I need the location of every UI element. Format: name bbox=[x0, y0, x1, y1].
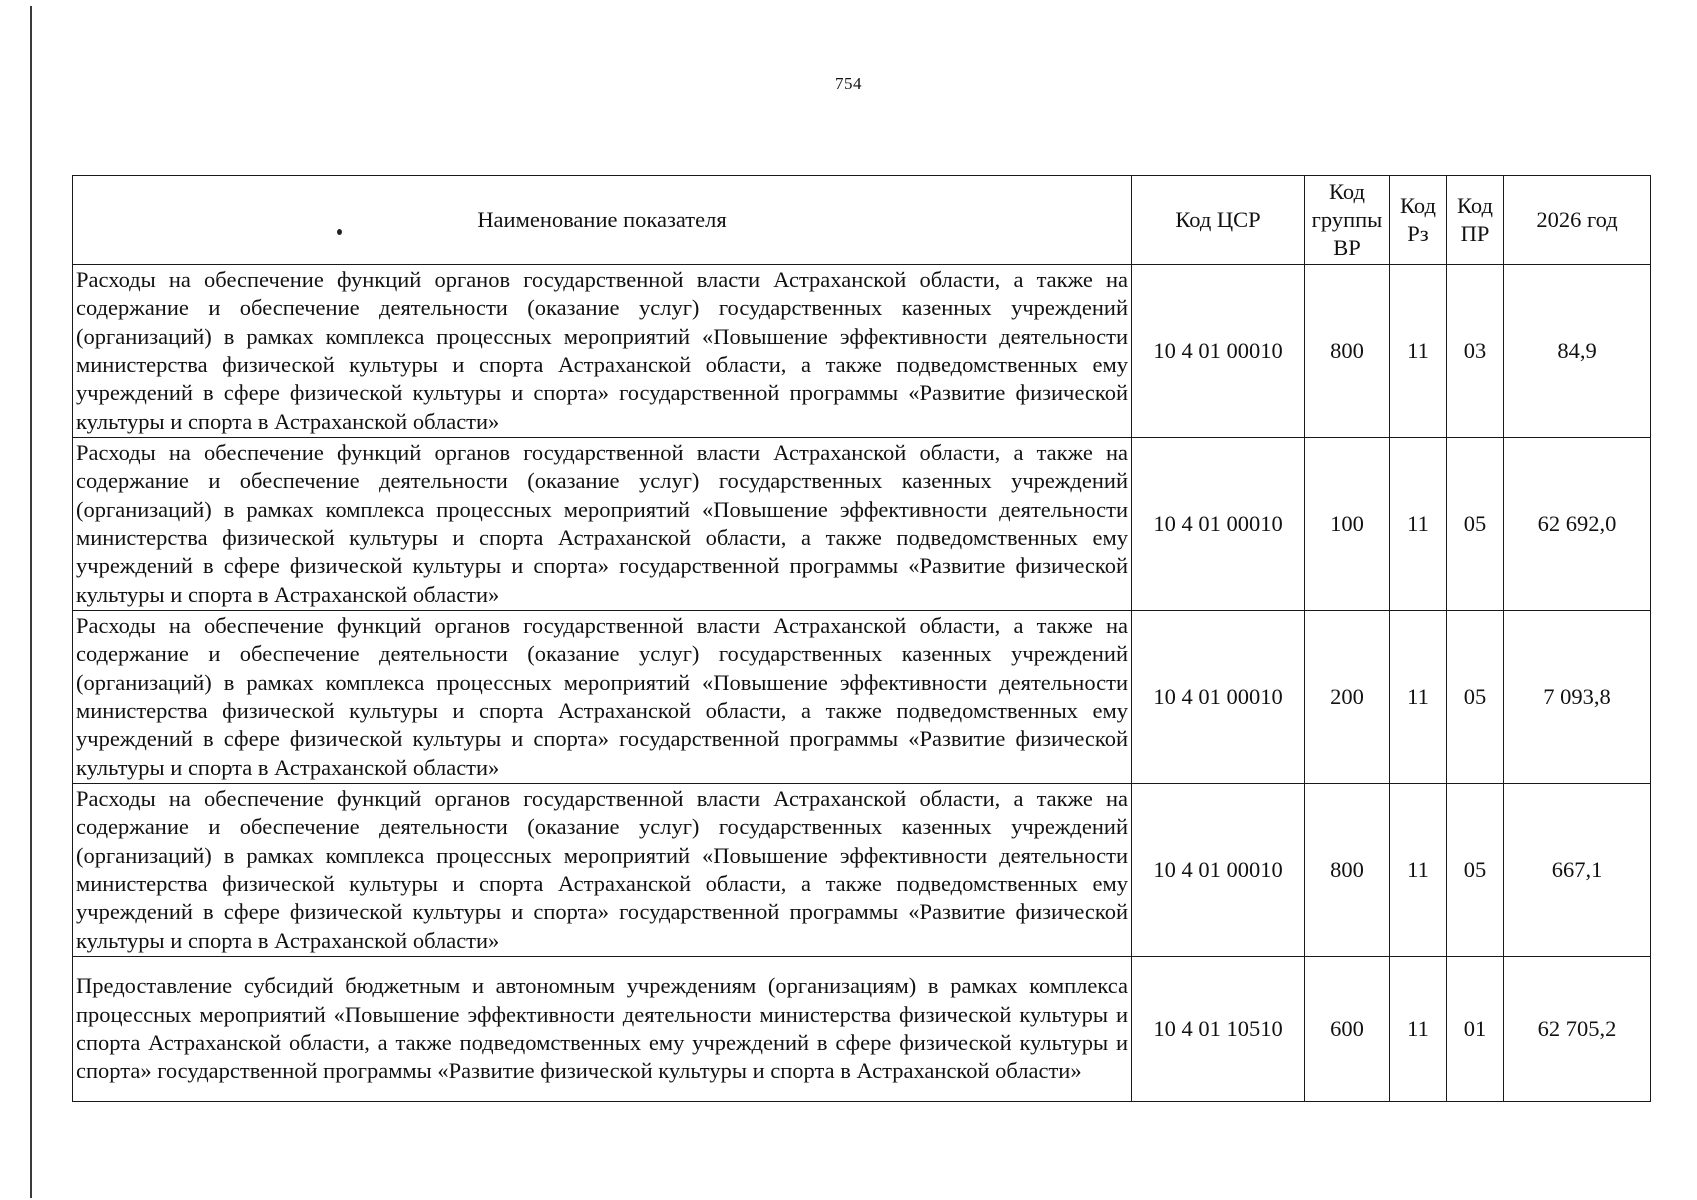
row-csr: 10 4 01 00010 bbox=[1132, 438, 1305, 611]
row-csr: 10 4 01 10510 bbox=[1132, 957, 1305, 1102]
row-vr: 100 bbox=[1305, 438, 1390, 611]
row-year: 62 705,2 bbox=[1504, 957, 1651, 1102]
table-row bbox=[73, 611, 1651, 784]
row-csr: 10 4 01 00010 bbox=[1132, 784, 1305, 957]
row-rz: 11 bbox=[1390, 611, 1447, 784]
row-name: Расходы на обеспечение функций органов государственной власти Астраханской области, а также на содержание и обеспечение деятельности (оказание услуг) государственных казенных учреждений (организаций) в рамках комплекса процессных мероприятий «Повышение эффективности деятельности министерства физической культуры и спорта Астраханской области, а также подведомственных ему учреждений в сфере физической культуры и спорта» государственной программы «Развитие физической культуры и спорта в Астраханской области» bbox=[73, 611, 1132, 784]
row-year: 7 093,8 bbox=[1504, 611, 1651, 784]
row-vr: 800 bbox=[1305, 265, 1390, 438]
budget-table bbox=[72, 175, 1651, 1102]
table-row bbox=[73, 784, 1651, 957]
row-pr: 05 bbox=[1447, 438, 1504, 611]
row-vr: 600 bbox=[1305, 957, 1390, 1102]
header-csr: Код ЦСР bbox=[1132, 176, 1305, 265]
row-pr: 01 bbox=[1447, 957, 1504, 1102]
row-csr: 10 4 01 00010 bbox=[1132, 611, 1305, 784]
header-pr: Код ПР bbox=[1447, 176, 1504, 265]
header-rz: Код Рз bbox=[1390, 176, 1447, 265]
row-rz: 11 bbox=[1390, 784, 1447, 957]
row-name: Предоставление субсидий бюджетным и автономным учреждениям (организациям) в рамках комплекса процессных мероприятий «Повышение эффективности деятельности министерства физической культуры и спорта Астраханской области, а также подведомственных ему учреждений в сфере физической культуры и спорта» государственной программы «Развитие физической культуры и спорта в Астраханской области» bbox=[73, 957, 1132, 1102]
row-year: 84,9 bbox=[1504, 265, 1651, 438]
page-number: 754 bbox=[835, 74, 862, 93]
row-name: Расходы на обеспечение функций органов государственной власти Астраханской области, а также на содержание и обеспечение деятельности (оказание услуг) государственных казенных учреждений (организаций) в рамках комплекса процессных мероприятий «Повышение эффективности деятельности министерства физической культуры и спорта Астраханской области, а также подведомственных ему учреждений в сфере физической культуры и спорта» государственной программы «Развитие физической культуры и спорта в Астраханской области» bbox=[73, 265, 1132, 438]
row-vr: 200 bbox=[1305, 611, 1390, 784]
table-row bbox=[73, 438, 1651, 611]
header-vr: Код группы ВР bbox=[1305, 176, 1390, 265]
header-year: 2026 год bbox=[1504, 176, 1651, 265]
table-header-row bbox=[73, 176, 1651, 265]
row-rz: 11 bbox=[1390, 957, 1447, 1102]
row-rz: 11 bbox=[1390, 438, 1447, 611]
row-csr: 10 4 01 00010 bbox=[1132, 265, 1305, 438]
table-row bbox=[73, 265, 1651, 438]
row-pr: 03 bbox=[1447, 265, 1504, 438]
table-row bbox=[73, 957, 1651, 1102]
page-edge-line bbox=[30, 6, 32, 1198]
row-year: 62 692,0 bbox=[1504, 438, 1651, 611]
row-vr: 800 bbox=[1305, 784, 1390, 957]
row-rz: 11 bbox=[1390, 265, 1447, 438]
row-pr: 05 bbox=[1447, 611, 1504, 784]
row-name: Расходы на обеспечение функций органов государственной власти Астраханской области, а также на содержание и обеспечение деятельности (оказание услуг) государственных казенных учреждений (организаций) в рамках комплекса процессных мероприятий «Повышение эффективности деятельности министерства физической культуры и спорта Астраханской области, а также подведомственных ему учреждений в сфере физической культуры и спорта» государственной программы «Развитие физической культуры и спорта в Астраханской области» bbox=[73, 438, 1132, 611]
row-name: Расходы на обеспечение функций органов государственной власти Астраханской области, а также на содержание и обеспечение деятельности (оказание услуг) государственных казенных учреждений (организаций) в рамках комплекса процессных мероприятий «Повышение эффективности деятельности министерства физической культуры и спорта Астраханской области, а также подведомственных ему учреждений в сфере физической культуры и спорта» государственной программы «Развитие физической культуры и спорта в Астраханской области» bbox=[73, 784, 1132, 957]
row-pr: 05 bbox=[1447, 784, 1504, 957]
row-year: 667,1 bbox=[1504, 784, 1651, 957]
header-name: Наименование показателя bbox=[73, 176, 1132, 265]
